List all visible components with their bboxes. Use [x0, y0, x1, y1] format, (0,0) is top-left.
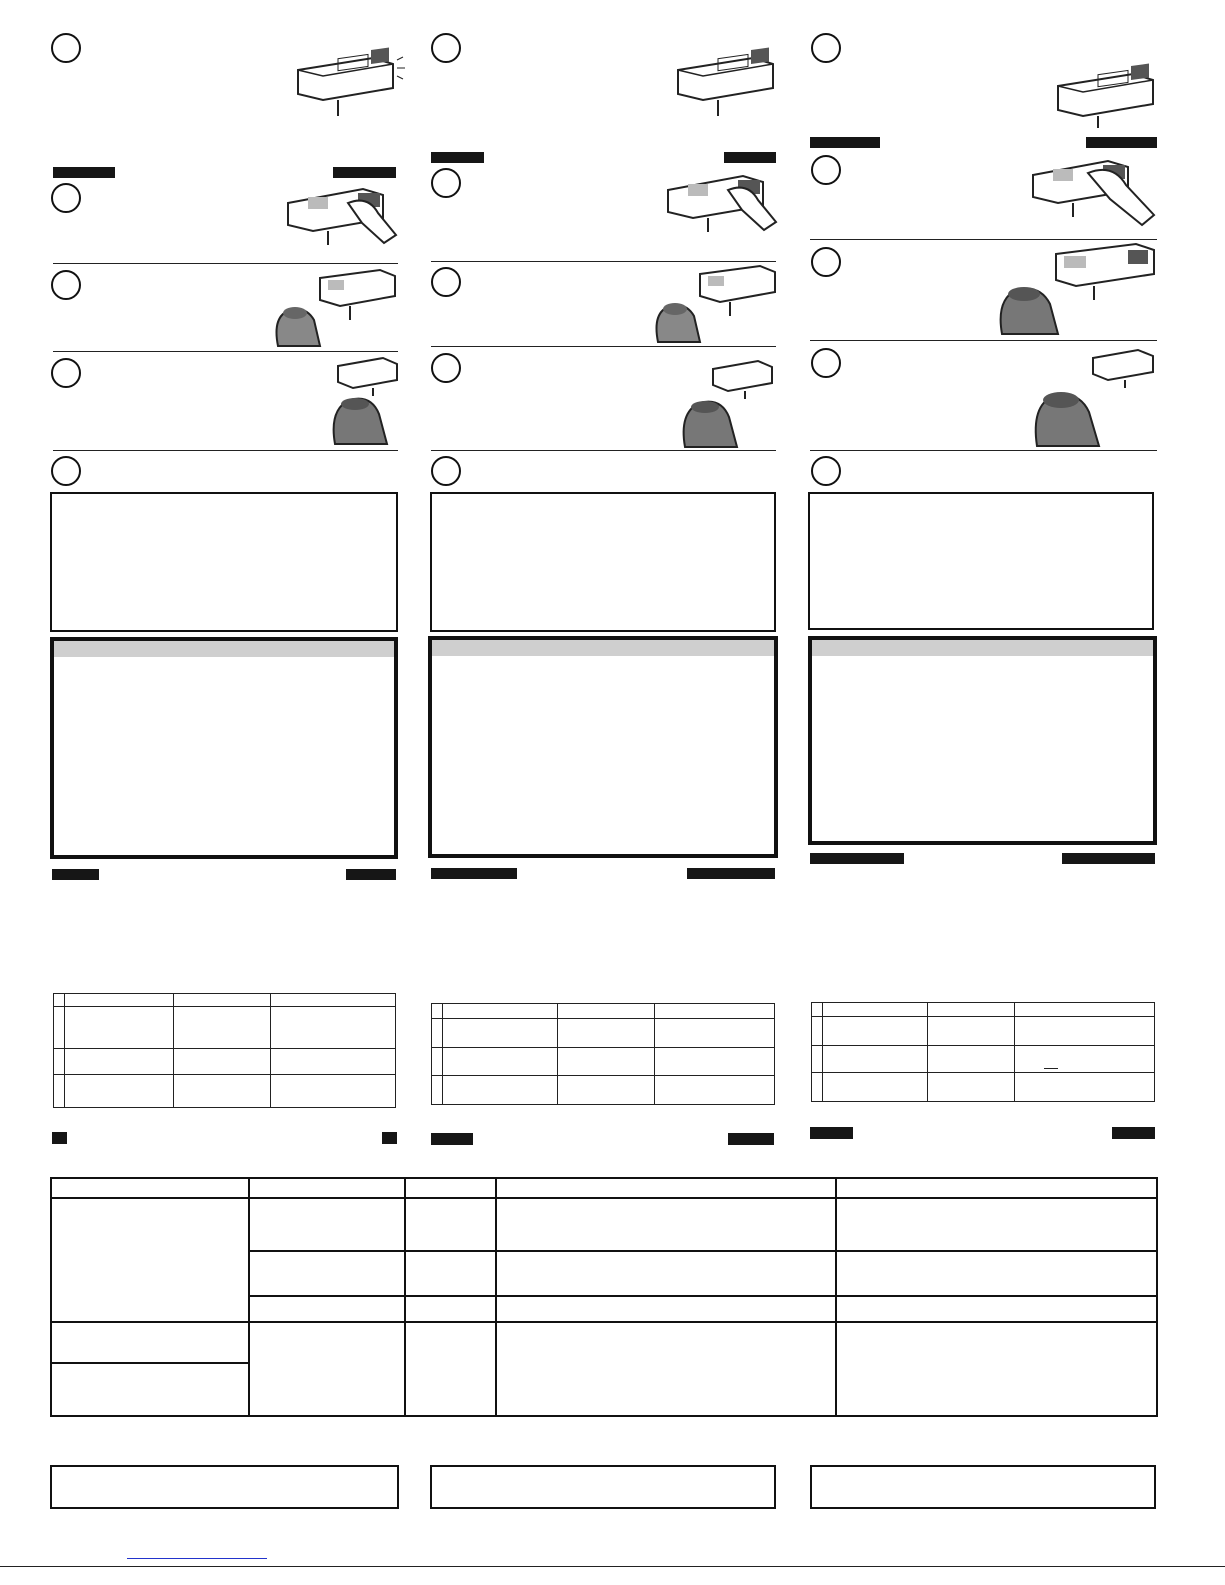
section-bar-right [687, 868, 775, 879]
finger-press-icon [283, 183, 403, 253]
smoke-alarm-icon [673, 50, 783, 120]
step-circle-4 [431, 353, 461, 383]
test-button-icon [1033, 344, 1158, 449]
info-box [430, 492, 776, 632]
section-bar-right [1112, 1127, 1155, 1139]
step-circle-3 [811, 247, 841, 277]
finger-press-icon [663, 170, 783, 240]
table-mark [1044, 1068, 1058, 1069]
section-bar-right [382, 1132, 397, 1144]
column-right [808, 0, 1158, 1160]
step-divider [53, 450, 398, 451]
footer-box-right [810, 1465, 1156, 1509]
step-divider [810, 239, 1157, 240]
step-circle-4 [51, 358, 81, 388]
finger-press-icon [1028, 155, 1158, 230]
warning-box [808, 636, 1157, 845]
test-button-icon [270, 268, 400, 348]
page-bottom-rule [0, 1566, 1225, 1567]
section-bar-right [333, 167, 396, 178]
section-bar-left [810, 853, 904, 864]
info-box [808, 492, 1154, 630]
warning-box-header [54, 641, 394, 657]
section-bar-left [52, 1132, 67, 1144]
section-bar-left [431, 1133, 473, 1145]
warning-box [50, 637, 398, 859]
smoke-alarm-icon [1053, 66, 1163, 136]
footer-box-middle [430, 1465, 776, 1509]
step-circle-4 [811, 348, 841, 378]
step-circle-5 [431, 456, 461, 486]
section-bar-left [52, 869, 99, 880]
section-bar-right [1086, 137, 1157, 148]
step-circle-5 [51, 456, 81, 486]
section-bar-left [810, 1127, 853, 1139]
test-button-icon [996, 242, 1161, 337]
section-bar-left [431, 868, 517, 879]
info-box [50, 492, 398, 632]
troubleshooting-table [50, 1177, 1158, 1417]
step-circle-1 [51, 33, 81, 63]
step-circle-3 [431, 267, 461, 297]
section-bar-right [346, 869, 396, 880]
step-divider [431, 450, 776, 451]
smoke-alarm-icon [293, 50, 403, 120]
section-bar-left [810, 137, 880, 148]
section-bar-right [728, 1133, 774, 1145]
section-bar-left [53, 167, 115, 178]
column-left [48, 0, 398, 1160]
footer-link-underline[interactable] [127, 1558, 267, 1559]
step-divider [810, 450, 1157, 451]
warning-box-header [432, 640, 774, 656]
test-button-icon [650, 264, 780, 344]
warning-box [428, 636, 778, 858]
test-button-icon [683, 355, 778, 450]
test-button-icon [333, 352, 403, 447]
footer-box-left [50, 1465, 399, 1509]
spec-table [431, 1003, 775, 1105]
step-divider [53, 263, 398, 264]
section-bar-left [431, 152, 484, 163]
warning-box-header [812, 640, 1153, 656]
column-middle [428, 0, 778, 1160]
step-divider [431, 261, 776, 262]
step-circle-3 [51, 270, 81, 300]
section-bar-right [1062, 853, 1155, 864]
step-divider [431, 346, 776, 347]
step-circle-1 [431, 33, 461, 63]
step-circle-2 [431, 168, 461, 198]
step-divider [810, 340, 1157, 341]
step-circle-2 [51, 183, 81, 213]
step-circle-1 [811, 33, 841, 63]
spec-table [53, 993, 396, 1108]
section-bar-right [724, 152, 776, 163]
step-circle-5 [811, 456, 841, 486]
step-circle-2 [811, 155, 841, 185]
spec-table [811, 1002, 1155, 1102]
